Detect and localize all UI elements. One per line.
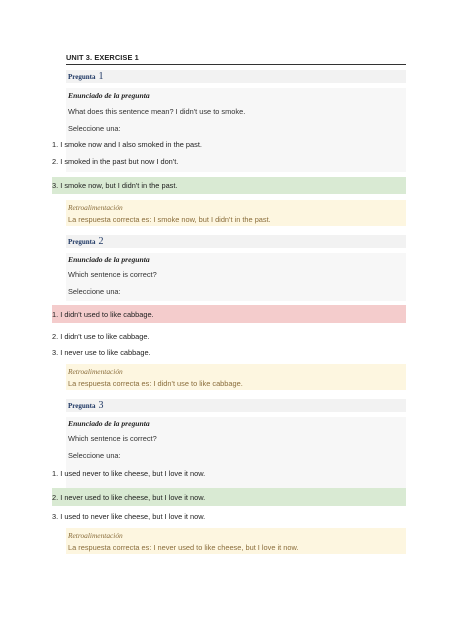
- feedback-title: Retroalimentación: [68, 531, 123, 540]
- answer-option-incorrect[interactable]: 1. I didn't used to like cabbage.: [52, 305, 406, 323]
- question-number: 1: [98, 71, 104, 82]
- feedback-box-1: [66, 200, 406, 226]
- feedback-box-2: [66, 364, 406, 390]
- answer-option-correct[interactable]: 2. I never used to like cheese, but I love it now.: [52, 488, 406, 506]
- question-number: 2: [98, 236, 104, 247]
- feedback-text: La respuesta correcta es: I didn't use to like cabbage.: [68, 379, 243, 388]
- select-prompt: Seleccione una:: [68, 124, 121, 133]
- answer-option[interactable]: 2. I smoked in the past but now I don't.: [52, 156, 179, 166]
- document-title: UNIT 3. EXERCISE 1: [66, 53, 406, 65]
- question-box-3: [66, 417, 406, 499]
- question-header-3: [66, 399, 406, 412]
- feedback-box-3: [66, 528, 406, 554]
- question-label: Enunciado de la pregunta: [68, 91, 150, 100]
- question-header-label: Pregunta: [68, 401, 96, 410]
- question-text: Which sentence is correct?: [68, 434, 157, 443]
- question-header-2: [66, 235, 406, 248]
- feedback-text: La respuesta correcta es: I smoke now, but I didn't in the past.: [68, 215, 271, 224]
- feedback-title: Retroalimentación: [68, 367, 123, 376]
- question-header-1: [66, 70, 406, 83]
- question-header-label: Pregunta: [68, 237, 96, 246]
- question-label: Enunciado de la pregunta: [68, 255, 150, 264]
- select-prompt: Seleccione una:: [68, 451, 121, 460]
- question-header-label: Pregunta: [68, 72, 96, 81]
- question-text: What does this sentence mean? I didn't use to smoke.: [68, 107, 246, 116]
- question-box-2: [66, 253, 406, 301]
- feedback-title: Retroalimentación: [68, 203, 123, 212]
- question-number: 3: [98, 400, 104, 411]
- answer-option[interactable]: 1. I smoke now and I also smoked in the past.: [52, 139, 202, 149]
- answer-option[interactable]: 3. I never use to like cabbage.: [52, 347, 151, 357]
- answer-option[interactable]: 3. I used to never like cheese, but I love it now.: [52, 511, 206, 521]
- answer-option-correct[interactable]: 3. I smoke now, but I didn't in the past.: [52, 177, 406, 194]
- answer-option[interactable]: 1. I used never to like cheese, but I love it now.: [52, 468, 206, 478]
- answer-option[interactable]: 2. I didn't use to like cabbage.: [52, 331, 150, 341]
- feedback-text: La respuesta correcta es: I never used to like cheese, but I love it now.: [68, 543, 299, 552]
- question-text: Which sentence is correct?: [68, 270, 157, 279]
- question-label: Enunciado de la pregunta: [68, 419, 150, 428]
- select-prompt: Seleccione una:: [68, 287, 121, 296]
